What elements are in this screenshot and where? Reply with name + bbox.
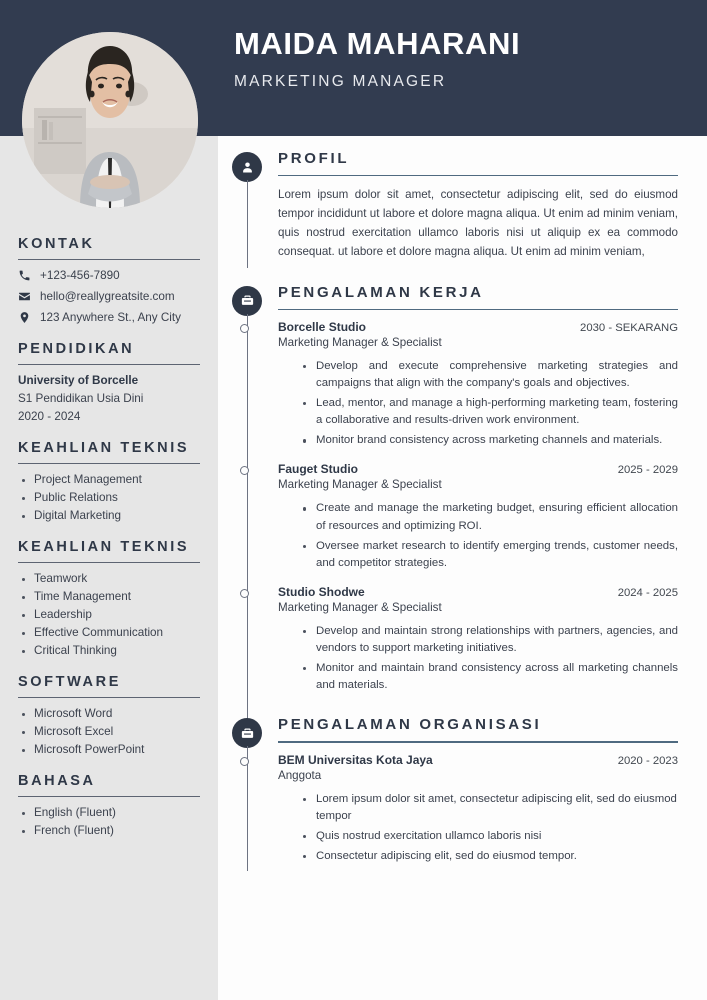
candidate-role: MARKETING MANAGER — [234, 72, 447, 90]
list-item: Leadership — [18, 608, 200, 621]
timeline-dot — [240, 589, 249, 598]
list-item: Develop and execute comprehensive marketing strategies and campaigns that align with the company's goals and objectives. — [300, 358, 678, 392]
list-item: Monitor brand consistency across marketing channels and materials. — [300, 432, 678, 449]
list-item: Effective Communication — [18, 626, 200, 639]
work-section — [232, 284, 678, 695]
entry-organization: BEM Universitas Kota Jaya — [278, 752, 433, 767]
organization-section — [232, 716, 678, 865]
education-heading: PENDIDIKAN — [18, 341, 135, 357]
software-section — [0, 674, 218, 756]
languages-list — [18, 806, 200, 837]
software-list — [18, 707, 200, 756]
list-item: Public Relations — [18, 491, 200, 504]
software-heading: SOFTWARE — [18, 674, 121, 690]
briefcase-icon — [232, 286, 262, 316]
header-text — [234, 28, 674, 91]
list-item: Time Management — [18, 590, 200, 603]
soft-skills-heading: KEAHLIAN TEKNIS — [18, 539, 190, 555]
experience-entry — [278, 462, 678, 571]
profile-heading: PROFIL — [278, 150, 350, 167]
entry-role: Marketing Manager & Specialist — [278, 600, 442, 614]
divider — [18, 364, 200, 365]
list-item: Project Management — [18, 473, 200, 486]
contact-phone-text: +123-456-7890 — [40, 269, 120, 282]
contact-section — [0, 236, 218, 324]
list-item: Digital Marketing — [18, 509, 200, 522]
organization-entry — [278, 753, 678, 865]
list-item: Oversee market research to identify emerging trends, customer needs, and competitor strategies. — [300, 538, 678, 572]
location-pin-icon — [18, 311, 40, 324]
entry-points — [278, 358, 678, 450]
work-heading: PENGALAMAN KERJA — [278, 283, 484, 301]
sidebar-content — [0, 236, 218, 854]
entry-role: Marketing Manager & Specialist — [278, 335, 442, 349]
timeline-line — [247, 180, 248, 268]
entry-role: Anggota — [278, 768, 322, 782]
education-school: University of Borcelle — [18, 374, 139, 387]
entry-role: Marketing Manager & Specialist — [278, 478, 442, 492]
divider — [18, 796, 200, 797]
entry-dates: 2020 - 2023 — [617, 754, 678, 767]
divider — [18, 562, 200, 563]
entry-dates: 2025 - 2029 — [617, 464, 678, 477]
divider — [18, 259, 200, 260]
list-item: Quis nostrud exercitation ullamco laboris nisi — [300, 828, 678, 845]
list-item: Microsoft PowerPoint — [18, 743, 200, 756]
envelope-icon — [18, 290, 40, 303]
entry-header — [278, 320, 678, 334]
list-item: Lorem ipsum dolor sit amet, consectetur adipiscing elit, sed do eiusmod tempor — [300, 791, 678, 825]
languages-section — [0, 773, 218, 837]
list-item: Consectetur adipiscing elit, sed do eiusmod tempor. — [300, 848, 678, 865]
list-item: Lead, mentor, and manage a high-performing marketing team, fostering a collaborative and results-driven work environment. — [300, 395, 678, 429]
education-program: S1 Pendidikan Usia Dini — [18, 392, 144, 405]
list-item: Monitor and maintain brand consistency across all marketing channels and materials. — [300, 660, 678, 694]
list-item: Critical Thinking — [18, 644, 200, 657]
main-column — [232, 150, 678, 878]
education-years: 2020 - 2024 — [18, 410, 81, 423]
education-section — [0, 341, 218, 423]
list-item: Microsoft Excel — [18, 725, 200, 738]
entry-points — [278, 623, 678, 694]
divider — [278, 175, 678, 176]
contact-email-text: hello@reallygreatsite.com — [40, 290, 175, 303]
timeline-line — [247, 314, 248, 734]
soft-skills-list — [18, 572, 200, 657]
entry-points — [278, 500, 678, 571]
list-item: Teamwork — [18, 572, 200, 585]
experience-entry — [278, 585, 678, 694]
divider — [278, 741, 678, 742]
candidate-name: MAIDA MAHARANI — [234, 26, 521, 61]
entry-header — [278, 585, 678, 599]
list-item: Create and manage the marketing budget, ensuring efficient allocation of resources and optimizing ROI. — [300, 500, 678, 534]
list-item: Microsoft Word — [18, 707, 200, 720]
timeline-dot — [240, 324, 249, 333]
contact-address-text: 123 Anywhere St., Any City — [40, 311, 181, 324]
avatar — [22, 32, 198, 208]
entry-header — [278, 753, 678, 767]
contact-phone[interactable] — [18, 269, 200, 282]
entry-organization: Studio Shodwe — [278, 584, 365, 599]
entry-dates: 2030 - SEKARANG — [580, 321, 678, 334]
profile-section — [232, 150, 678, 262]
phone-icon — [18, 269, 40, 282]
hard-skills-section — [0, 440, 218, 522]
contact-email[interactable] — [18, 290, 200, 303]
hard-skills-heading: KEAHLIAN TEKNIS — [18, 440, 190, 456]
briefcase-icon — [232, 718, 262, 748]
entry-dates: 2024 - 2025 — [617, 586, 678, 599]
timeline-dot — [240, 757, 249, 766]
divider — [18, 697, 200, 698]
list-item: Develop and maintain strong relationships with partners, agencies, and vendors to support marketing initiatives. — [300, 623, 678, 657]
experience-entry — [278, 320, 678, 450]
entry-points — [278, 791, 678, 865]
divider — [18, 463, 200, 464]
soft-skills-section — [0, 539, 218, 657]
profile-text: Lorem ipsum dolor sit amet, consectetur adipiscing elit, sed do eiusmod tempor incididunt ut labore et dolore magna aliqua. Ut enim ad minim veniam, quis nostrud exercitation ullamco laboris nisi ut aliquip ex ea commodo consequat. ut labore et dolore magna aliqua. Ut enim ad minim veniam, — [278, 188, 678, 258]
organization-heading: PENGALAMAN ORGANISASI — [278, 716, 542, 734]
entry-organization: Borcelle Studio — [278, 319, 367, 334]
contact-heading: KONTAK — [18, 236, 95, 252]
divider — [278, 309, 678, 310]
hard-skills-list — [18, 473, 200, 522]
languages-heading: BAHASA — [18, 773, 96, 789]
entry-header — [278, 462, 678, 476]
portrait-illustration — [22, 32, 198, 208]
list-item: English (Fluent) — [18, 806, 200, 819]
entry-organization: Fauget Studio — [278, 462, 358, 477]
contact-address[interactable] — [18, 311, 200, 324]
list-item: French (Fluent) — [18, 824, 200, 837]
person-icon — [232, 152, 262, 182]
